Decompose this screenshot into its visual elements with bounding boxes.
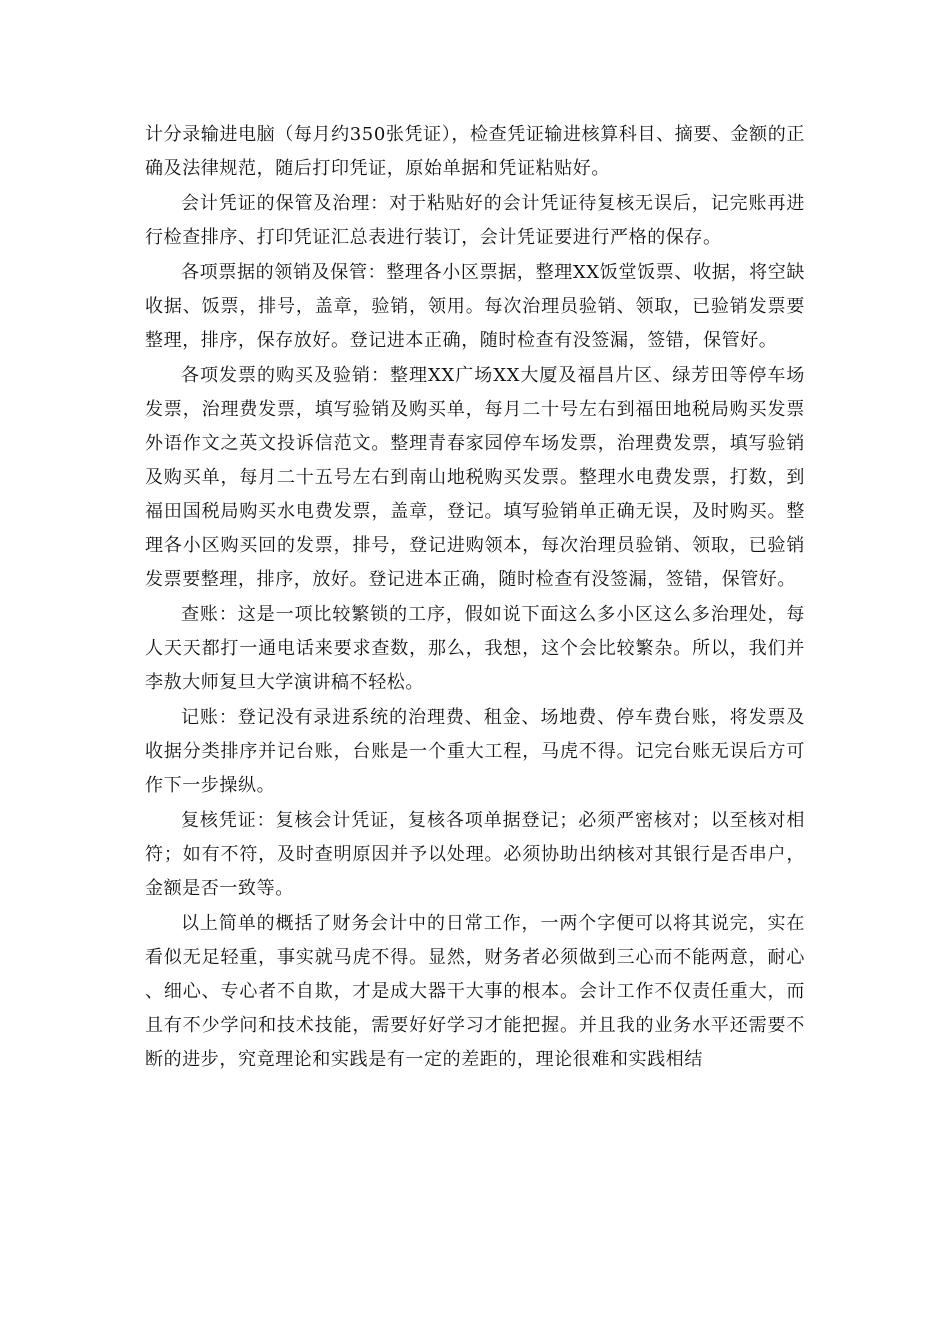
document-page — [145, 118, 805, 1077]
paragraph-continued-entry: 计分录输进电脑（每月约350张凭证），检查凭证输进核算科目、摘要、金额的正确及法律规范，随后打印凭证，原始单据和凭证粘贴好。 — [145, 124, 805, 179]
paragraph-voucher-custody: 会计凭证的保管及治理：对于粘贴好的会计凭证待复核无误后，记完账再进行检查排序、打印凭证汇总表进行装订，会计凭证要进行严格的保存。 — [145, 193, 805, 248]
paragraph-bookkeeping: 记账：登记没有录进系统的治理费、租金、场地费、停车费台账，将发票及收据分类排序并记台账，台账是一个重大工程，马虎不得。记完台账无误后方可作下一步操纵。 — [145, 707, 805, 796]
paragraph-account-checking: 查账：这是一项比较繁锁的工序，假如说下面这么多小区这么多治理处，每人天天都打一通电话来要求查数，那么，我想，这个会比较繁杂。所以，我们并李敖大师复旦大学演讲稿不轻松。 — [145, 604, 805, 693]
paragraph-summary: 以上简单的概括了财务会计中的日常工作，一两个字便可以将其说完，实在看似无足轻重，事实就马虎不得。显然，财务者必须做到三心而不能两意，耐心、细心、专心者不自欺，才是成大器干大事的根本。会计工作不仅责任重大，而且有不少学问和技术技能，需要好好学习才能把握。并且我的业务水平还需要不断的进步，究竟理论和实践是有一定的差距的，理论很难和实践相结 — [145, 913, 805, 1070]
paragraph-receipt-management: 各项票据的领销及保管：整理各小区票据，整理XX饭堂饭票、收据，将空缺收据、饭票，排号，盖章，验销，领用。每次治理员验销、领取，已验销发票要整理，排序，保存放好。登记进本正确，随时检查有没签漏，签错，保管好。 — [145, 262, 805, 351]
paragraph-voucher-review: 复核凭证：复核会计凭证，复核各项单据登记；必须严密核对；以至核对相符；如有不符，及时查明原因并予以处理。必须协助出纳核对其银行是否串户，金额是否一致等。 — [145, 810, 805, 899]
paragraph-invoice-purchase: 各项发票的购买及验销：整理XX广场XX大厦及福昌片区、绿芳田等停车场发票，治理费发票，填写验销及购买单，每月二十号左右到福田地税局购买发票外语作文之英文投诉信范文。整理青春家园停车场发票，治理费发票，填写验销及购买单，每月二十五号左右到南山地税购买发票。整理水电费发票，打数，到福田国税局购买水电费发票，盖章，登记。填写验销单正确无误，及时购买。整理各小区购买回的发票，排号，登记进购领本，每次治理员验销、领取，已验销发票要整理，排序，放好。登记进本正确，随时检查有没签漏，签错，保管好。 — [145, 365, 805, 590]
